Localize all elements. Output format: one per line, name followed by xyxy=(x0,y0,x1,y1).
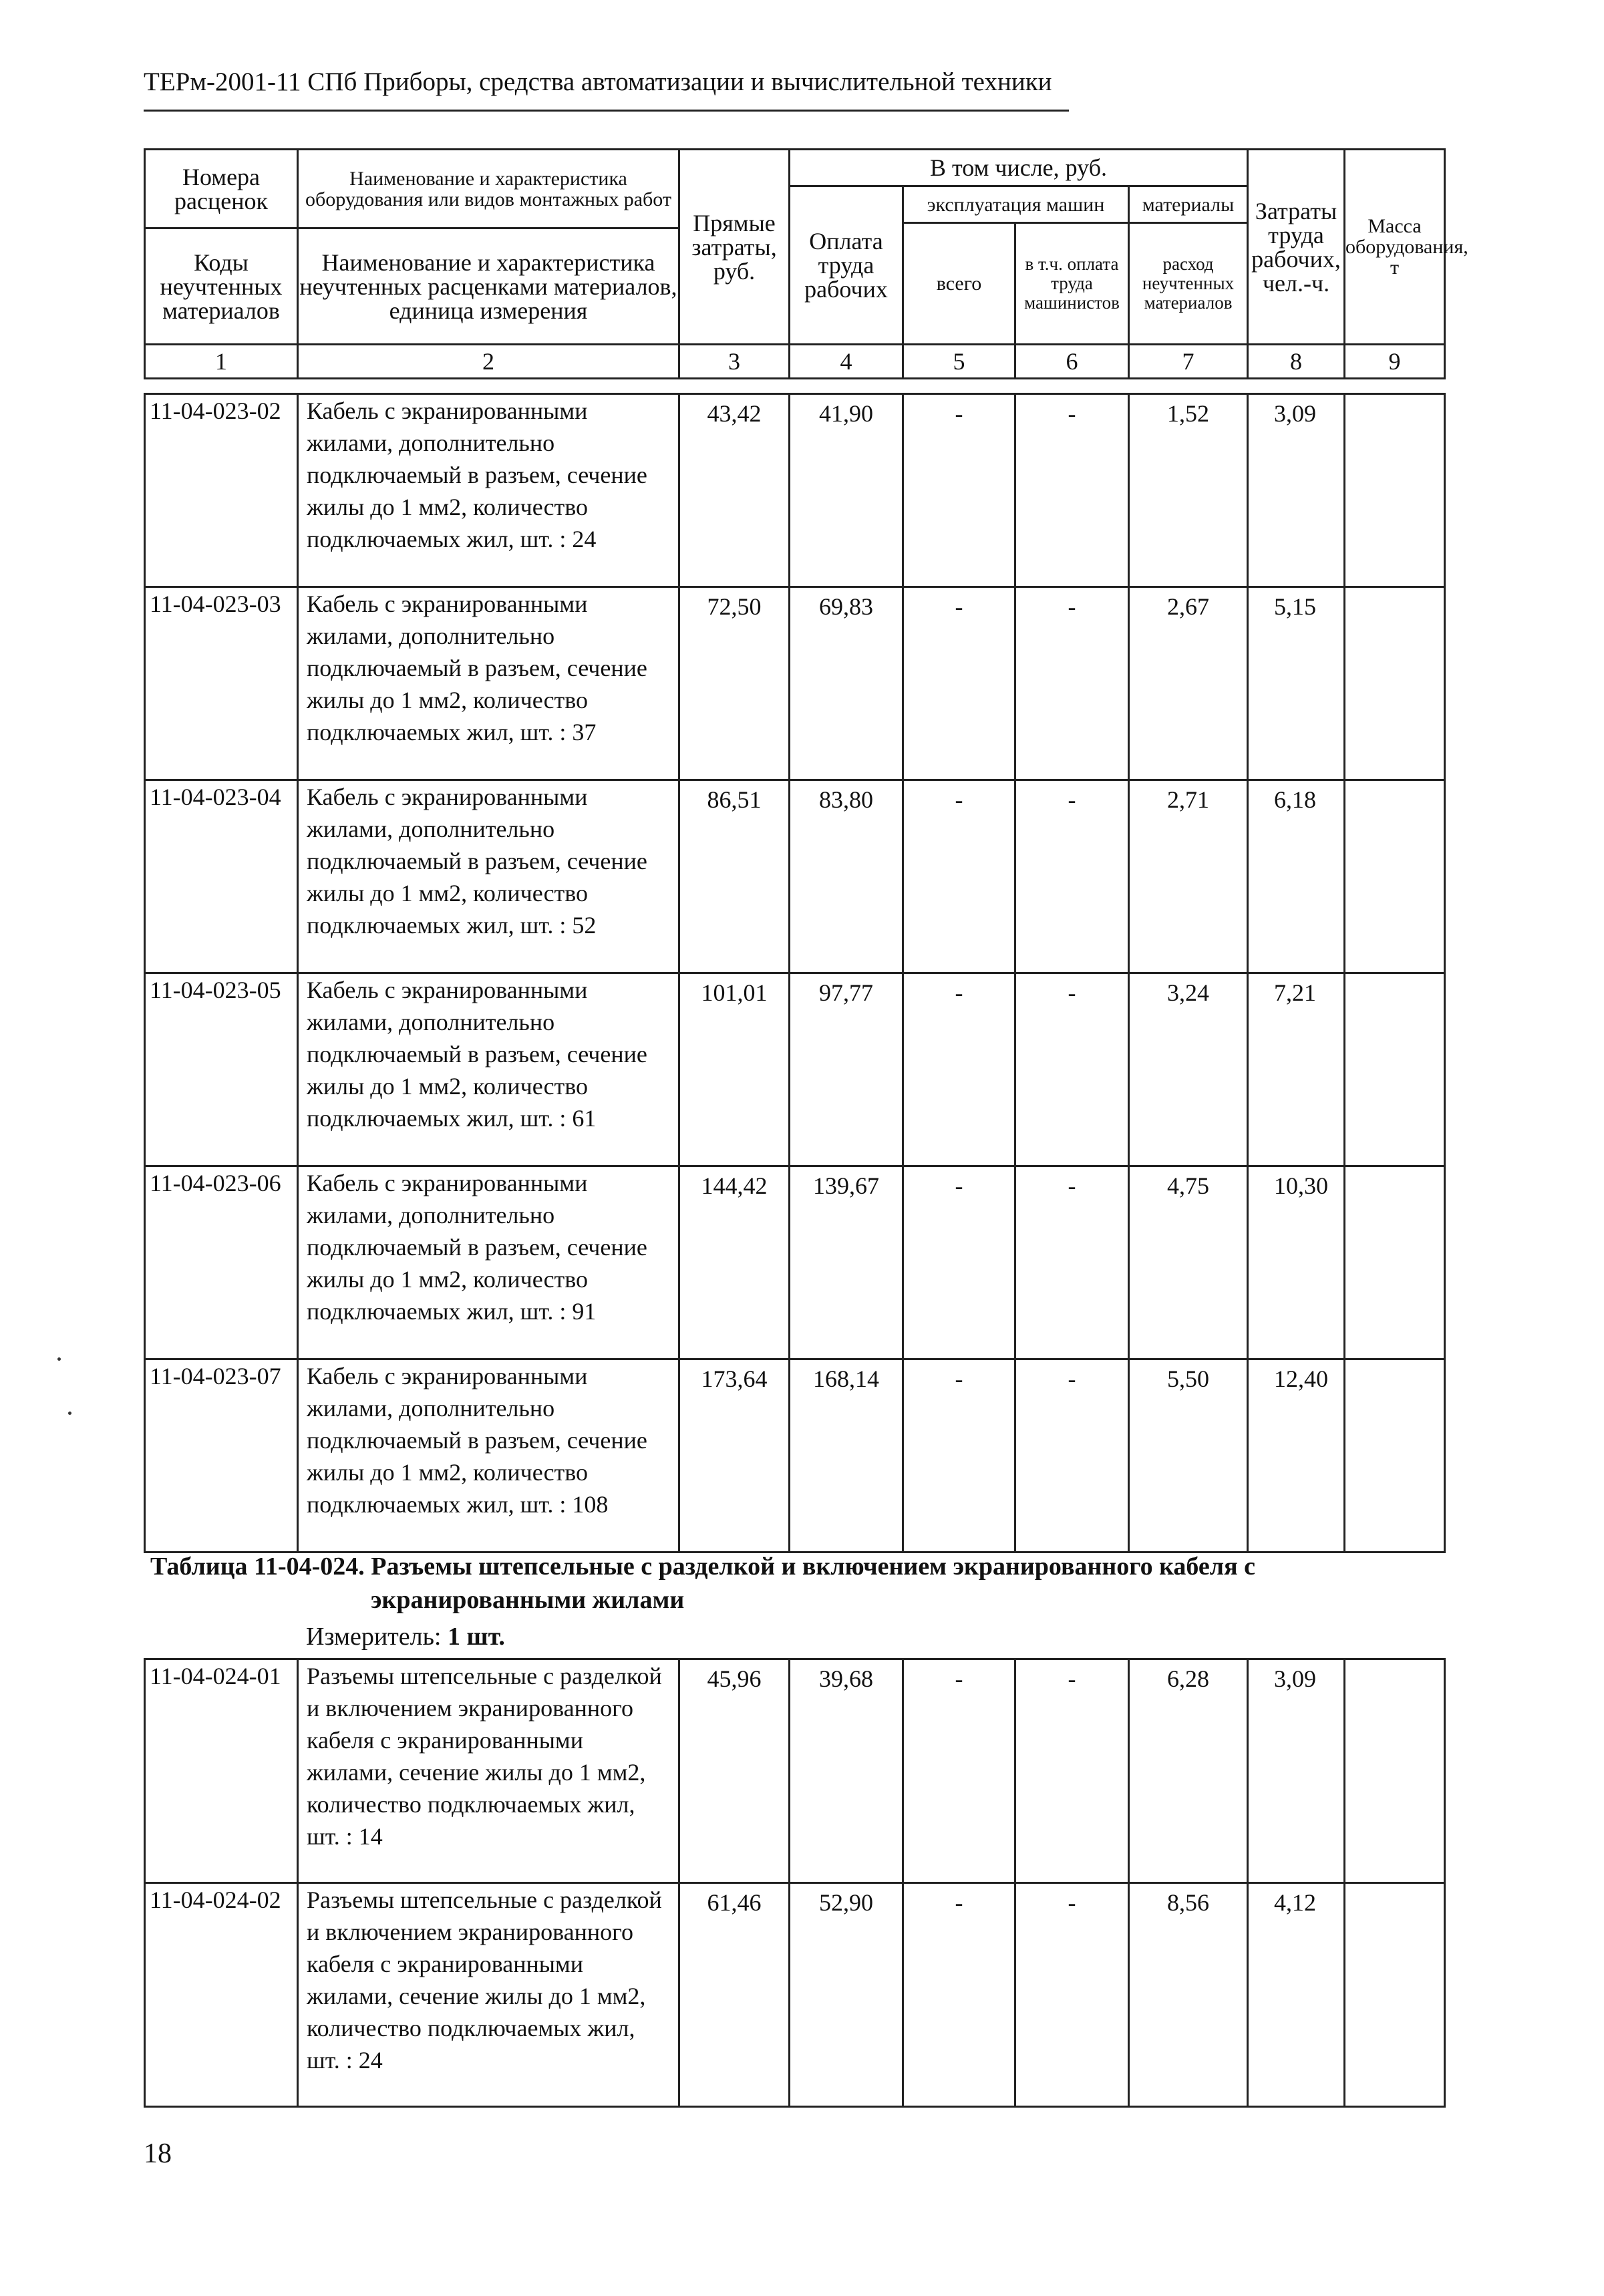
row-machinists-pay: - xyxy=(1015,587,1129,780)
header-machines-total: всего xyxy=(903,223,1015,345)
row-mass xyxy=(1345,1659,1445,1883)
row-name: Кабель с экранированными жилами, дополнительно подключаемый в разъем, сечение жилы до 1 мм2, количество подключаемых жил, шт. : 91 xyxy=(298,1166,679,1359)
table-row xyxy=(145,1883,1445,2107)
row-mass xyxy=(1345,394,1445,587)
header-material-name: Наименование и характеристика неучтенных расценками материалов, единица измерения xyxy=(298,228,679,345)
row-machines-total: - xyxy=(903,394,1015,587)
row-machinists-pay: - xyxy=(1015,1359,1129,1552)
row-code: 11-04-024-02 xyxy=(145,1883,298,2107)
row-machinists-pay: - xyxy=(1015,1659,1129,1883)
row-labor-pay: 97,77 xyxy=(790,973,903,1166)
row-materials: 2,71 xyxy=(1129,780,1248,973)
row-name: Кабель с экранированными жилами, дополнительно подключаемый в разъем, сечение жилы до 1 мм2, количество подключаемых жил, шт. : 37 xyxy=(298,587,679,780)
row-name: Кабель с экранированными жилами, дополнительно подключаемый в разъем, сечение жилы до 1 мм2, количество подключаемых жил, шт. : 108 xyxy=(298,1359,679,1552)
row-direct-costs: 43,42 xyxy=(679,394,790,587)
row-code: 11-04-023-05 xyxy=(145,973,298,1166)
row-name: Кабель с экранированными жилами, дополнительно подключаемый в разъем, сечение жилы до 1 мм2, количество подключаемых жил, шт. : 61 xyxy=(298,973,679,1166)
row-code: 11-04-023-04 xyxy=(145,780,298,973)
header-col-number: 4 xyxy=(790,345,903,379)
table-row xyxy=(145,1166,1445,1359)
row-labor-hours: 4,12 xyxy=(1248,1883,1345,2107)
row-labor-hours: 7,21 xyxy=(1248,973,1345,1166)
header-col-number: 5 xyxy=(903,345,1015,379)
row-code: 11-04-024-01 xyxy=(145,1659,298,1883)
row-machines-total: - xyxy=(903,1883,1015,2107)
unit-label: Измеритель: xyxy=(306,1623,442,1651)
table-caption-line2: экранированными жилами xyxy=(371,1586,685,1614)
row-labor-hours: 5,15 xyxy=(1248,587,1345,780)
row-name: Кабель с экранированными жилами, дополнительно подключаемый в разъем, сечение жилы до 1 мм2, количество подключаемых жил, шт. : 52 xyxy=(298,780,679,973)
row-mass xyxy=(1345,587,1445,780)
row-labor-pay: 52,90 xyxy=(790,1883,903,2107)
row-machinists-pay: - xyxy=(1015,973,1129,1166)
row-name: Разъемы штепсельные с разделкой и включением экранированного кабеля с экранированными жилами, сечение жилы до 1 мм2, количество подключаемых жил, шт. : 24 xyxy=(298,1883,679,2107)
page-header-title: ТЕРм-2001-11 СПб Приборы, средства автоматизации и вычислительной техники xyxy=(144,67,1052,96)
header-rate-numbers: Номера расценок xyxy=(145,150,298,228)
row-machines-total: - xyxy=(903,587,1015,780)
rates-table-11-04-023 xyxy=(144,393,1446,1553)
row-labor-pay: 41,90 xyxy=(790,394,903,587)
row-labor-hours: 3,09 xyxy=(1248,1659,1345,1883)
table-row xyxy=(145,587,1445,780)
row-mass xyxy=(1345,1359,1445,1552)
row-labor-pay: 39,68 xyxy=(790,1659,903,1883)
row-mass xyxy=(1345,1166,1445,1359)
row-code: 11-04-023-03 xyxy=(145,587,298,780)
row-materials: 5,50 xyxy=(1129,1359,1248,1552)
row-name: Кабель с экранированными жилами, дополнительно подключаемый в разъем, сечение жилы до 1 мм2, количество подключаемых жил, шт. : 24 xyxy=(298,394,679,587)
header-labor-pay: Оплата труда рабочих xyxy=(790,186,903,345)
scan-speck xyxy=(68,1412,71,1415)
row-direct-costs: 45,96 xyxy=(679,1659,790,1883)
row-direct-costs: 144,42 xyxy=(679,1166,790,1359)
header-col-number: 9 xyxy=(1345,345,1445,379)
unit-measure xyxy=(306,1622,505,1651)
header-col-number: 2 xyxy=(298,345,679,379)
row-machinists-pay: - xyxy=(1015,1166,1129,1359)
row-mass xyxy=(1345,780,1445,973)
row-machines-total: - xyxy=(903,1659,1015,1883)
table-row xyxy=(145,780,1445,973)
row-direct-costs: 173,64 xyxy=(679,1359,790,1552)
scan-speck xyxy=(57,1357,61,1361)
header-material-codes: Коды неучтенных материалов xyxy=(145,228,298,345)
column-header-table xyxy=(144,148,1468,379)
header-direct-costs: Прямые затраты, руб. xyxy=(679,150,790,345)
table-row xyxy=(145,1659,1445,1883)
row-machinists-pay: - xyxy=(1015,1883,1129,2107)
header-col-number: 7 xyxy=(1129,345,1248,379)
row-materials: 2,67 xyxy=(1129,587,1248,780)
row-machines-total: - xyxy=(903,973,1015,1166)
row-materials: 3,24 xyxy=(1129,973,1248,1166)
table-caption-line1: Таблица 11-04-024. Разъемы штепсельные с разделкой и включением экранированного кабеля с xyxy=(150,1552,1256,1581)
table-row xyxy=(145,973,1445,1166)
row-direct-costs: 101,01 xyxy=(679,973,790,1166)
header-col-number: 1 xyxy=(145,345,298,379)
row-labor-pay: 69,83 xyxy=(790,587,903,780)
row-machines-total: - xyxy=(903,780,1015,973)
header-col-number: 8 xyxy=(1248,345,1345,379)
row-machines-total: - xyxy=(903,1359,1015,1552)
row-labor-pay: 83,80 xyxy=(790,780,903,973)
header-materials: материалы xyxy=(1129,186,1248,223)
row-labor-pay: 168,14 xyxy=(790,1359,903,1552)
table-row xyxy=(145,394,1445,587)
header-col-number: 6 xyxy=(1015,345,1129,379)
row-labor-hours: 12,40 xyxy=(1248,1359,1345,1552)
table-caption xyxy=(150,1550,1593,1617)
table-row xyxy=(145,1359,1445,1552)
header-col-number: 3 xyxy=(679,345,790,379)
row-machinists-pay: - xyxy=(1015,780,1129,973)
header-including: В том числе, руб. xyxy=(790,150,1248,186)
row-labor-hours: 10,30 xyxy=(1248,1166,1345,1359)
header-labor-hours: Затраты труда рабочих, чел.-ч. xyxy=(1248,150,1345,345)
header-machine-operation: эксплуатация машин xyxy=(903,186,1129,223)
row-code: 11-04-023-06 xyxy=(145,1166,298,1359)
row-materials: 8,56 xyxy=(1129,1883,1248,2107)
row-code: 11-04-023-02 xyxy=(145,394,298,587)
header-equipment-mass: Масса оборудования, т xyxy=(1345,150,1445,345)
page-number: 18 xyxy=(144,2138,172,2169)
row-direct-costs: 72,50 xyxy=(679,587,790,780)
header-divider xyxy=(144,110,1069,112)
row-labor-hours: 3,09 xyxy=(1248,394,1345,587)
row-direct-costs: 86,51 xyxy=(679,780,790,973)
header-machinists-pay: в т.ч. оплата труда машинистов xyxy=(1015,223,1129,345)
rates-table-11-04-024 xyxy=(144,1658,1446,2108)
unit-value: 1 шт. xyxy=(448,1623,505,1651)
row-materials: 1,52 xyxy=(1129,394,1248,587)
row-code: 11-04-023-07 xyxy=(145,1359,298,1552)
header-work-name: Наименование и характеристика оборудования или видов монтажных работ xyxy=(298,150,679,228)
header-unaccounted-materials: расход неучтенных материалов xyxy=(1129,223,1248,345)
row-name: Разъемы штепсельные с разделкой и включением экранированного кабеля с экранированными жилами, сечение жилы до 1 мм2, количество подключаемых жил, шт. : 14 xyxy=(298,1659,679,1883)
row-mass xyxy=(1345,973,1445,1166)
row-materials: 4,75 xyxy=(1129,1166,1248,1359)
row-machines-total: - xyxy=(903,1166,1015,1359)
row-direct-costs: 61,46 xyxy=(679,1883,790,2107)
row-machinists-pay: - xyxy=(1015,394,1129,587)
row-mass xyxy=(1345,1883,1445,2107)
row-materials: 6,28 xyxy=(1129,1659,1248,1883)
row-labor-hours: 6,18 xyxy=(1248,780,1345,973)
row-labor-pay: 139,67 xyxy=(790,1166,903,1359)
